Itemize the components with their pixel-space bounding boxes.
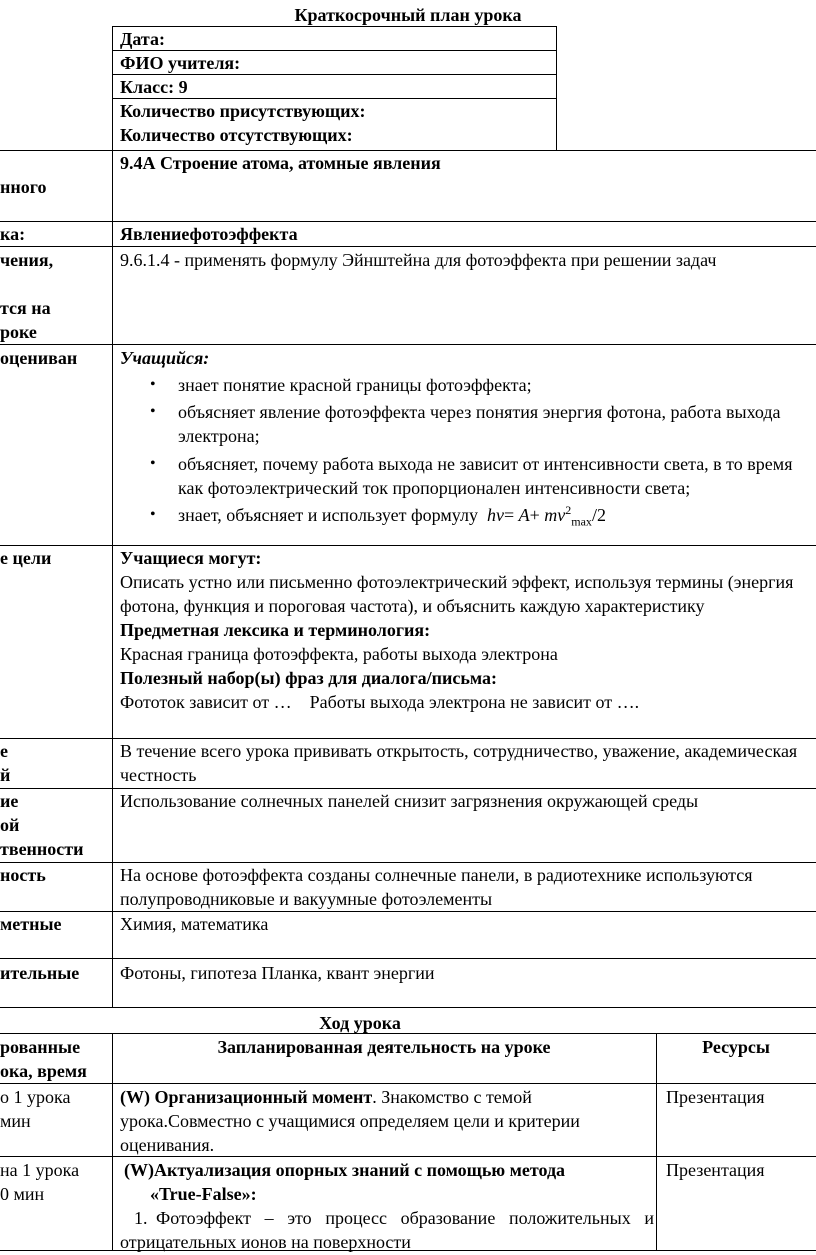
course-row-2-activity: (W)Актуализация опорных знаний с помощью метода «True-False»: 1. Фотоэффект – это процесс образование положительных и отрицательных ионов на поверхности	[120, 1160, 654, 1252]
crosscurr-value: Химия, математика	[120, 914, 269, 934]
criteria-lead: Учащийся:	[120, 348, 210, 368]
language-heading-1: Учащиеся могут:	[120, 548, 262, 568]
criteria-label: оцениван	[0, 348, 78, 368]
ecology-value: Использование солнечных панелей снизит загрязнения окружающей среды	[120, 791, 699, 811]
page-title: Краткосрочный план урока	[294, 5, 522, 25]
values-value: В течение всего урока прививать открытость, сотрудничество, уважение, академическая честность	[120, 741, 798, 785]
course-row-1-resource: Презентация	[666, 1087, 765, 1107]
section-value: 9.4А Строение атома, атомные явления	[120, 153, 441, 173]
criteria-item: • объясняет явление фотоэффекта через понятия энергия фотона, работа выхода электрона;	[120, 400, 814, 448]
criteria-item: • объясняет, почему работа выхода не зависит от интенсивности света, в то время как фотоэлектрический ток пропорционален интенсивности света;	[120, 452, 814, 500]
language-heading-2: Предметная лексика и терминология:	[120, 620, 431, 640]
language-text-1: Описать устно или письменно фотоэлектрический эффект, используя термины (энергия фотона, функция и пороговая частота), и объяснить каждую характеристику	[120, 572, 794, 616]
criteria-item-formula: • знает, объясняет и использует формулу $hv= A+ mv^2_{max}/2$	[120, 503, 814, 527]
language-label: е цели	[0, 548, 52, 568]
language-cell	[114, 546, 794, 714]
language-text-3: Фототок зависит от … Работы выхода электрона не зависит от ….	[120, 692, 640, 712]
course-header-stage: рованные ока, время	[0, 1037, 87, 1081]
course-row-1-activity: (W) Организационный момент. Знакомство с темой урока.Совместно с учащимися определяем цели и критерии оценивания.	[120, 1087, 580, 1155]
true-false-item: 1. Фотоэффект – это процесс образование положительных и отрицательных ионов на поверхности	[120, 1208, 654, 1252]
present-count-field: Количество присутствующих:	[120, 101, 366, 121]
course-row-2-resource: Презентация	[666, 1160, 765, 1180]
values-label: е й	[0, 741, 11, 785]
topic-value: Явлениефотоэффекта	[120, 224, 298, 244]
practical-value: На основе фотоэффекта созданы солнечные панели, в радиотехнике используются полупроводниковые и вакуумные фотоэлементы	[120, 865, 753, 909]
course-row-1-stage: о 1 урока мин	[0, 1087, 71, 1131]
topic-label: ка:	[0, 224, 26, 244]
section-label: нного	[0, 177, 47, 197]
prior-value: Фотоны, гипотеза Планка, квант энергии	[120, 963, 435, 983]
practical-label: ность	[0, 865, 46, 885]
crosscurr-label: метные	[0, 914, 62, 934]
objectives-label: чения, тся на роке	[0, 250, 54, 342]
course-header-resources: Ресурсы	[702, 1037, 770, 1057]
absent-count-field: Количество отсутствующих:	[120, 125, 353, 145]
course-header-activity: Запланированная деятельность на уроке	[217, 1037, 551, 1057]
criteria-cell	[114, 346, 814, 527]
objectives-value: 9.6.1.4 - применять формулу Эйнштейна для фотоэффекта при решении задач	[120, 250, 717, 270]
criteria-item: • знает понятие красной границы фотоэффекта;	[120, 373, 814, 397]
criteria-list	[120, 373, 814, 527]
teacher-field: ФИО учителя:	[120, 53, 241, 73]
language-heading-3: Полезный набор(ы) фраз для диалога/письма:	[120, 668, 497, 688]
course-row-2-stage: на 1 урока 0 мин	[0, 1160, 80, 1204]
language-text-2: Красная граница фотоэффекта, работы выхода электрона	[120, 644, 558, 664]
prior-label: ительные	[0, 963, 80, 983]
date-field: Дата:	[120, 29, 165, 49]
ecology-label: ие ой твенности	[0, 791, 84, 859]
class-field: Класс: 9	[120, 77, 188, 97]
formula-hv: hv	[486, 505, 504, 525]
course-title: Ход урока	[319, 1013, 401, 1033]
